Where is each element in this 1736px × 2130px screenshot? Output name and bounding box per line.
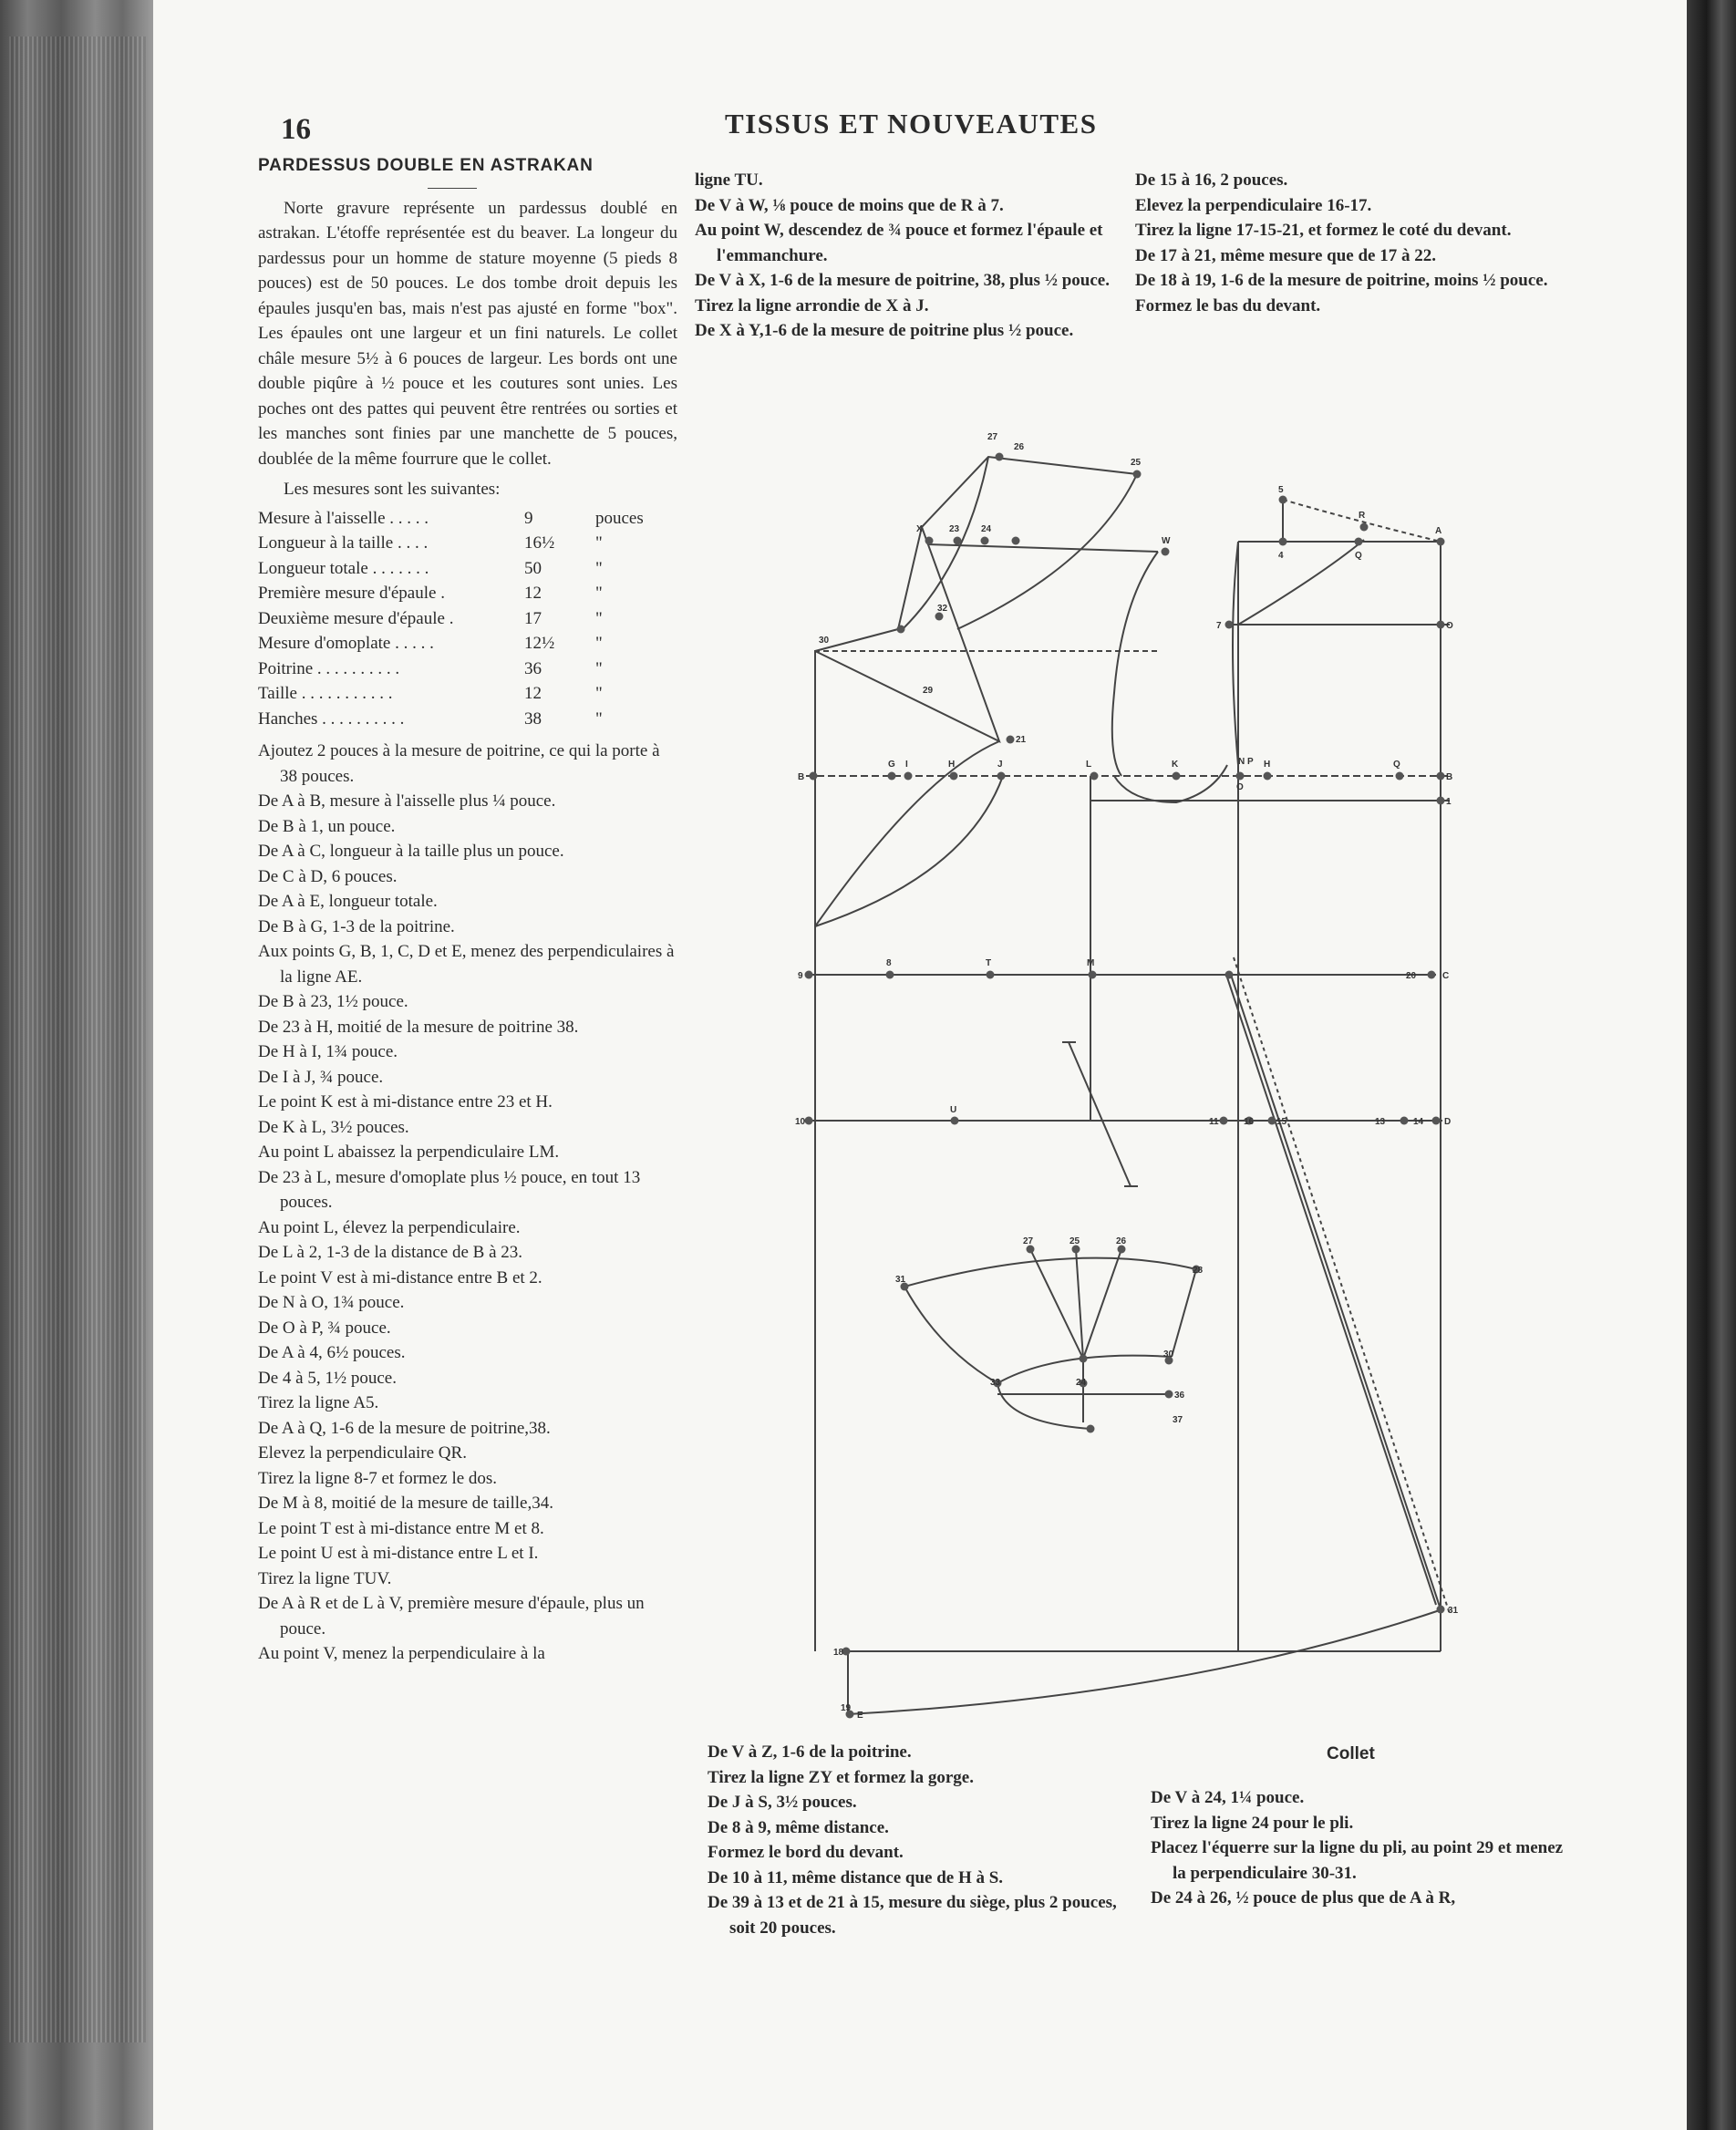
label-20: 20 xyxy=(1406,971,1417,981)
instruction-step: De B à 23, 1½ pouce. xyxy=(258,992,408,1011)
label-q: Q xyxy=(1355,551,1362,561)
label-h: H xyxy=(948,760,956,770)
instruction-step: De A à 4, 6½ pouces. xyxy=(258,1343,406,1362)
measure-unit: pouces xyxy=(595,508,644,528)
measure-unit: " xyxy=(595,708,603,729)
shoulder-front xyxy=(1112,552,1158,776)
label-10: 10 xyxy=(795,1117,806,1127)
instruction-step: De C à D, 6 pouces. xyxy=(258,866,398,886)
back-shoulder xyxy=(1238,540,1364,625)
instruction-step: Le point T est à mi-distance entre M et 8. xyxy=(258,1518,544,1538)
label-27: 27 xyxy=(987,432,998,442)
instruction-step: De 24 à 26, ½ pouce de plus que de A à R, xyxy=(1151,1888,1456,1908)
instruction-step: Formez le bas du devant. xyxy=(1135,295,1321,315)
label-np: N P xyxy=(1238,757,1254,767)
instruction-step: Ajoutez 2 pouces à la mesure de poitrine, ce qui la porte à 38 pouces. xyxy=(258,741,660,786)
instruction-step: Tirez la ligne arrondie de X à J. xyxy=(695,295,929,315)
collar-bottom-2 xyxy=(997,1383,1090,1429)
instruction-step: De 4 à 5, 1½ pouce. xyxy=(258,1368,397,1388)
side-seam-2 xyxy=(1226,975,1436,1605)
measure-label: Poitrine . . . . . . . . . . xyxy=(258,658,400,678)
label-u: U xyxy=(950,1105,957,1115)
label-x: X xyxy=(916,524,923,534)
label-c: C xyxy=(1442,971,1450,981)
page-number: 16 xyxy=(281,113,311,146)
instruction-step: Au point W, descendez de ¾ pouce et formez l'épaule et l'emmanchure. xyxy=(695,221,1103,265)
side-seam-1 xyxy=(1231,975,1441,1609)
measure-value: 50 xyxy=(524,558,542,578)
label-19: 19 xyxy=(841,1703,852,1713)
instruction-step: De K à L, 3½ pouces. xyxy=(258,1117,409,1137)
collar-curve xyxy=(957,474,1137,629)
side-seam-3 xyxy=(1234,957,1450,1614)
label-g: G xyxy=(888,760,895,770)
instruction-step: De A à E, longueur totale. xyxy=(258,892,438,911)
instruction-step: ligne TU. xyxy=(695,171,763,190)
instruction-step: De V à Z, 1-6 de la poitrine. xyxy=(708,1742,912,1762)
measure-unit: " xyxy=(595,634,603,653)
label-23: 23 xyxy=(949,524,960,534)
label-8: 8 xyxy=(886,958,892,968)
label-30: 30 xyxy=(819,636,830,646)
collar-right-edge xyxy=(1172,1269,1196,1357)
instruction-step: De A à Q, 1-6 de la mesure de poitrine,38. xyxy=(258,1418,551,1438)
label-a: A xyxy=(1435,526,1442,536)
instruction-step: De 18 à 19, 1-6 de la mesure de poitrine, moins ½ pouce. xyxy=(1135,271,1548,290)
measure-label: Mesure à l'aisselle . . . . . xyxy=(258,508,429,528)
instruction-step: De 23 à H, moitié de la mesure de poitrine 38. xyxy=(258,1017,579,1037)
measure-value: 17 xyxy=(524,608,542,628)
label-m: M xyxy=(1087,958,1095,968)
instruction-step: Tirez la ligne 17-15-21, et formez le coté du devant. xyxy=(1135,221,1512,240)
instruction-step: Tirez la ligne TUV. xyxy=(258,1568,392,1588)
collar-label-30: 30 xyxy=(1163,1349,1174,1360)
instruction-step: Aux points G, B, 1, C, D et E, menez des perpendiculaires à la ligne AE. xyxy=(258,942,675,987)
label-25: 25 xyxy=(1131,458,1142,468)
label-q2: Q xyxy=(1393,760,1400,770)
label-31: 31 xyxy=(1448,1606,1459,1616)
label-d: D xyxy=(1444,1117,1452,1127)
measure-unit: " xyxy=(595,684,603,703)
instruction-step: Elevez la perpendiculaire 16-17. xyxy=(1135,195,1372,215)
collar-label-37: 37 xyxy=(1173,1415,1183,1425)
label-24: 24 xyxy=(981,524,992,534)
label-21: 21 xyxy=(1016,735,1027,745)
instruction-step: De M à 8, moitié de la mesure de taille,34. xyxy=(258,1494,553,1513)
instruction-step: Elevez la perpendiculaire QR. xyxy=(258,1443,467,1463)
dart-line xyxy=(1069,1042,1131,1186)
label-k: K xyxy=(1172,760,1179,770)
collar-label-31: 31 xyxy=(895,1275,906,1285)
measure-label: Mesure d'omoplate . . . . . xyxy=(258,634,434,653)
collar-label-25: 25 xyxy=(1070,1236,1080,1246)
instruction-step: De A à B, mesure à l'aisselle plus ¼ pouce. xyxy=(258,791,556,811)
armhole-curve xyxy=(1114,765,1227,802)
line-shoulder xyxy=(927,544,1158,552)
label-5: 5 xyxy=(1278,485,1284,495)
instruction-step: De V à W, ⅛ pouce de moins que de R à 7. xyxy=(695,195,1004,215)
measure-unit: " xyxy=(595,558,603,578)
label-o: O xyxy=(1236,782,1244,792)
collar-label-24: 24 xyxy=(1076,1378,1087,1388)
label-j: J xyxy=(997,760,1003,770)
collar-top-curve xyxy=(904,1258,1196,1287)
instruction-step: De B à G, 1-3 de la poitrine. xyxy=(258,916,455,936)
label-13: 13 xyxy=(1375,1117,1386,1127)
front-gorge xyxy=(815,527,922,651)
instruction-step: Tirez la ligne 24 pour le pli. xyxy=(1151,1813,1354,1833)
label-7: 7 xyxy=(1216,621,1222,631)
collar-label-27: 27 xyxy=(1023,1236,1034,1246)
instruction-step: De 8 à 9, même distance. xyxy=(708,1817,889,1837)
instruction-step: De 23 à L, mesure d'omoplate plus ½ pouce, en tout 13 pouces. xyxy=(258,1167,641,1212)
collar-label-36: 36 xyxy=(1174,1391,1185,1401)
measure-label: Longueur totale . . . . . . . xyxy=(258,558,429,578)
intro-paragraph: Norte gravure représente un pardessus doublé en astrakan. L'étoffe représentée est du beaver. La longeur du pardessus pour un homme de stature moyenne (5 pieds 8 pouces) est de 50 pouces. Le dos tombe droit depuis les épaules jusqu'en bas, mais n'est pas ajusté en forme "box". Les épaules ont une largeur et un fini naturels. Le collet châle mesure 5½ à 6 pouces de largeur. Les bords ont une double piqûre à ½ pouce et les coutures sont unies. Les poches ont des pattes qui peuvent être rentrées ou sorties et les manches sont finies par une manchette de 5 pouces, doublée de la même fourrure que le collet. xyxy=(258,198,677,469)
instruction-step: De I à J, ¾ pouce. xyxy=(258,1067,384,1087)
measure-value: 36 xyxy=(524,658,542,678)
measure-label: Première mesure d'épaule . xyxy=(258,584,445,603)
label-15: 15 xyxy=(1276,1117,1287,1127)
label-i: I xyxy=(905,760,908,770)
instruction-step: De 15 à 16, 2 pouces. xyxy=(1135,171,1288,190)
instruction-step: Au point V, menez la perpendiculaire à la xyxy=(258,1644,545,1663)
measure-label: Hanches . . . . . . . . . . xyxy=(258,708,405,729)
instruction-step: De 10 à 11, même distance que de H à S. xyxy=(708,1867,1004,1887)
instruction-step: De V à 24, 1¼ pouce. xyxy=(1151,1788,1305,1807)
collet-heading: Collet xyxy=(1327,1744,1375,1763)
label-o-right: O xyxy=(1446,621,1453,631)
instruction-step: De J à S, 3½ pouces. xyxy=(708,1793,857,1812)
collar-ray-1 xyxy=(1030,1249,1083,1359)
measure-label: Deuxième mesure d'épaule . xyxy=(258,608,454,628)
collar-label-26: 26 xyxy=(1116,1236,1127,1246)
running-title: TISSUS ET NOUVEAUTES xyxy=(725,108,1098,140)
hem-curve xyxy=(848,1609,1442,1714)
instruction-step: De V à X, 1-6 de la mesure de poitrine, 38, plus ½ pouce. xyxy=(695,271,1110,290)
instruction-step: De H à I, 1¾ pouce. xyxy=(258,1042,398,1061)
measure-unit: " xyxy=(595,584,603,603)
label-t: T xyxy=(986,958,992,968)
label-29: 29 xyxy=(923,686,934,696)
label-9: 9 xyxy=(798,971,803,981)
instruction-step: De L à 2, 1-3 de la distance de B à 23. xyxy=(258,1243,523,1262)
label-14: 14 xyxy=(1413,1117,1424,1127)
measure-label: Taille . . . . . . . . . . . xyxy=(258,684,393,703)
collar-left-edge xyxy=(904,1287,997,1383)
collar-label-28: 28 xyxy=(1193,1266,1204,1276)
diagram-points xyxy=(805,453,1445,1719)
collar-ray-3 xyxy=(1083,1249,1121,1359)
label-e: E xyxy=(857,1711,863,1721)
label-w: W xyxy=(1162,536,1171,546)
collar-ray-2 xyxy=(1076,1249,1083,1359)
instruction-step: Placez l'équerre sur la ligne du pli, au point 29 et menez la perpendiculaire 30-31. xyxy=(1151,1838,1564,1883)
label-26: 26 xyxy=(1014,442,1025,452)
label-b2: B xyxy=(1446,772,1453,782)
instruction-step: Tirez la ligne ZY et formez la gorge. xyxy=(708,1767,974,1787)
measures-intro: Les mesures sont les suivantes: xyxy=(284,480,501,499)
instruction-step: De N à O, 1¾ pouce. xyxy=(258,1293,405,1312)
instruction-step: De 39 à 13 et de 21 à 15, mesure du siège, plus 2 pouces, soit 20 pouces. xyxy=(708,1893,1117,1938)
label-r: R xyxy=(1359,511,1366,521)
label-b: B xyxy=(798,772,805,782)
label-l: L xyxy=(1086,760,1092,770)
label-11: 11 xyxy=(1209,1117,1219,1127)
instruction-step: De B à 1, un pouce. xyxy=(258,816,396,836)
instruction-step: De X à Y,1-6 de la mesure de poitrine plus ½ pouce. xyxy=(695,321,1074,340)
instruction-step: Tirez la ligne A5. xyxy=(258,1393,379,1412)
measure-value: 9 xyxy=(524,508,533,528)
instruction-step: Le point U est à mi-distance entre L et I. xyxy=(258,1544,539,1563)
label-1: 1 xyxy=(1446,797,1452,807)
measure-value: 16½ xyxy=(524,533,555,553)
measure-value: 12½ xyxy=(524,634,555,653)
label-16: 16 xyxy=(1244,1117,1255,1127)
measure-value: 38 xyxy=(524,708,542,729)
instruction-step: De A à C, longueur à la taille plus un pouce. xyxy=(258,842,564,861)
collar-label-33: 33 xyxy=(990,1378,1001,1388)
instruction-step: Au point L abaissez la perpendiculaire LM. xyxy=(258,1143,560,1162)
measure-unit: " xyxy=(595,658,603,678)
front-inner xyxy=(815,776,1003,926)
label-h2: H xyxy=(1264,760,1271,770)
diagram-lines xyxy=(806,457,1453,1714)
instruction-step: De O à P, ¾ pouce. xyxy=(258,1318,391,1338)
instruction-step: De 17 à 21, même mesure que de 17 à 22. xyxy=(1135,245,1436,265)
measure-value: 12 xyxy=(524,684,542,703)
label-4: 4 xyxy=(1278,551,1284,561)
instruction-step: Au point L, élevez la perpendiculaire. xyxy=(258,1217,521,1237)
back-neck xyxy=(1283,500,1441,542)
instruction-step: Tirez la ligne 8-7 et formez le dos. xyxy=(258,1468,498,1488)
article-title: PARDESSUS DOUBLE EN ASTRAKAN xyxy=(258,156,594,175)
instruction-step: Le point K est à mi-distance entre 23 et H. xyxy=(258,1092,553,1112)
instruction-step: De A à R et de L à V, première mesure d'épaule, plus un pouce. xyxy=(258,1594,645,1639)
measure-label: Longueur à la taille . . . . xyxy=(258,533,429,553)
label-32: 32 xyxy=(937,604,948,614)
instruction-step: Formez le bord du devant. xyxy=(708,1843,904,1862)
measure-unit: " xyxy=(595,533,603,553)
measure-unit: " xyxy=(595,608,603,628)
instruction-step: Le point V est à mi-distance entre B et 2. xyxy=(258,1267,542,1287)
measure-value: 12 xyxy=(524,584,542,603)
label-18: 18 xyxy=(833,1648,844,1658)
front-lapel xyxy=(815,457,1137,741)
